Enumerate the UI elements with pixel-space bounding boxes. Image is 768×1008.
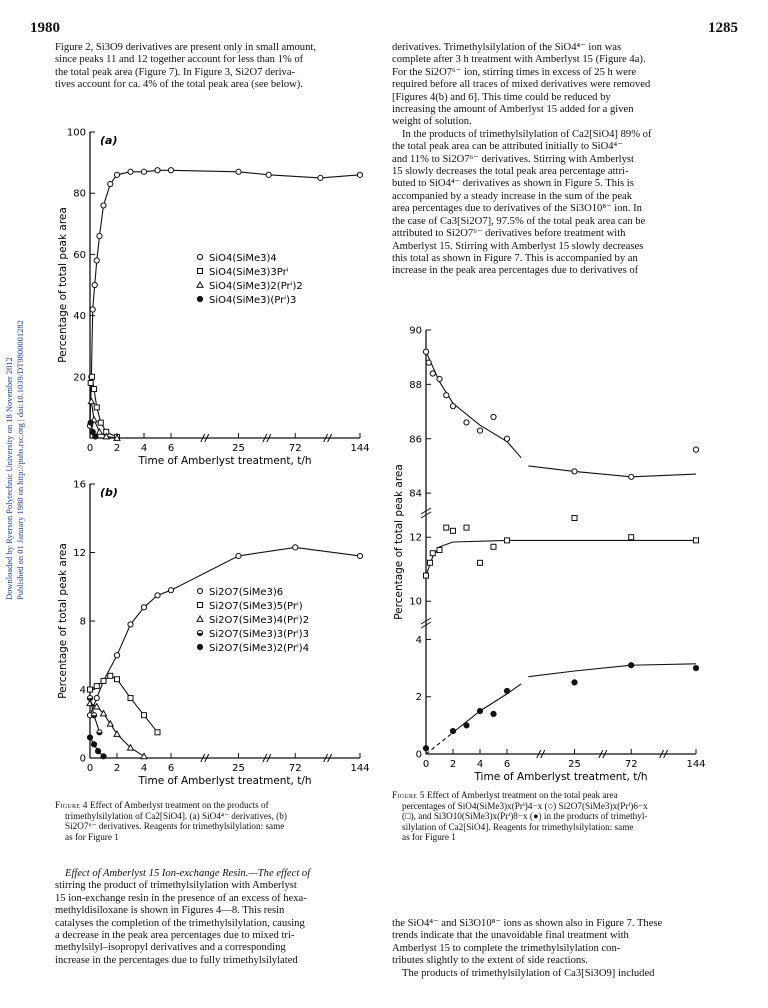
- data-point: [90, 374, 95, 379]
- data-point: [93, 434, 98, 439]
- legend-marker: [198, 603, 203, 608]
- text-line: accompanied by a steady increase in the sum of the peak: [392, 190, 633, 202]
- trend-line: [453, 684, 521, 733]
- data-point: [293, 545, 298, 550]
- text-line: trends indicate that the unavoidable final treatment with: [392, 930, 629, 942]
- y-tick-label: 88: [409, 379, 422, 391]
- x-tick-label: 2: [113, 443, 121, 454]
- text-line: 15 slowly decreases the total peak area percentage attri-: [392, 166, 629, 178]
- text-line: The products of trimethylsilylation of Ca3[Si3O9] included: [402, 967, 655, 979]
- x-tick-label: 4: [140, 443, 148, 454]
- text-line: the total peak area can be attributed initially to SiO4⁴⁻: [392, 141, 623, 153]
- text-line: increase in the percentages due to fully trimethylsilylated: [55, 954, 298, 966]
- data-point: [357, 172, 362, 177]
- left-bottom-paragraph: [55, 868, 377, 967]
- data-point: [423, 349, 428, 354]
- text-line: increase in the peak area percentages due to derivatives of: [392, 265, 639, 277]
- y-axis-label: Percentage of total peak area: [393, 464, 405, 620]
- text-line: area percentages due to derivatives of the Si3O10⁸⁻ ion. In: [392, 203, 642, 215]
- x-tick-label: 72: [288, 763, 302, 774]
- data-point: [629, 535, 634, 540]
- data-point: [101, 678, 106, 683]
- y-axis-label: Percentage of total peak area: [57, 543, 69, 699]
- legend-entry: SiO4(SiMe3)4: [209, 253, 277, 264]
- data-point: [478, 560, 483, 565]
- data-point: [94, 405, 99, 410]
- legend-marker: [197, 254, 202, 259]
- x-tick-label: 6: [503, 759, 511, 770]
- text-line: the total peak area (Figure 7). In Figure 3, Si2O7 deriva-: [55, 66, 296, 78]
- data-point: [101, 754, 106, 759]
- x-tick-label: 0: [86, 443, 94, 454]
- data-point: [572, 469, 577, 474]
- panel-label: (b): [100, 486, 118, 499]
- data-point: [114, 653, 119, 658]
- right-bottom-paragraph: [392, 918, 714, 980]
- data-point: [94, 258, 99, 263]
- text-line: catalyses the completion of the trimethylsilylation, causing: [55, 917, 305, 929]
- text-line: methyldisiloxane is shown in Figures 4—8. This resin: [55, 905, 285, 917]
- x-tick-label: 0: [86, 763, 94, 774]
- legend-entry: SiO4(SiMe3)2(Prⁱ)2: [209, 281, 303, 292]
- trend-line: [426, 352, 521, 458]
- caption-line: Si2O7⁶⁻ derivatives. Reagents for trimethylsilylation: same: [65, 821, 285, 832]
- data-point: [504, 436, 509, 441]
- data-point: [114, 731, 120, 736]
- data-point: [428, 560, 433, 565]
- trend-line: [426, 733, 453, 755]
- y-tick-label: 4: [79, 685, 86, 696]
- text-line: increasing the amount of Amberlyst 15 added for a given: [392, 104, 634, 116]
- figure-5-caption: [392, 790, 714, 843]
- data-point: [114, 172, 119, 177]
- data-point: [92, 282, 97, 287]
- y-tick-label: 16: [73, 479, 86, 491]
- y-tick-label: 84: [409, 488, 422, 500]
- data-point: [107, 721, 113, 726]
- caption-line: Effect of Amberlyst treatment on the products of: [90, 800, 269, 810]
- x-tick-label: 72: [624, 759, 638, 770]
- panel-label: (a): [100, 134, 118, 147]
- legend-entry: Si2O7(SiMe3)6: [209, 587, 284, 598]
- data-point: [88, 420, 93, 425]
- y-axis-label: Percentage of total peak area: [57, 207, 69, 363]
- data-point: [629, 663, 634, 668]
- y-tick-label: 90: [409, 325, 422, 337]
- data-point: [426, 360, 431, 365]
- figure-4b-chart: [50, 476, 380, 798]
- download-line[interactable]: Downloaded by Ryerson Polytechnic University on 18 November 2012: [4, 357, 14, 600]
- data-point: [94, 695, 99, 700]
- data-point: [168, 588, 173, 593]
- data-point: [629, 474, 634, 479]
- text-line: tributes slightly to the extent of side reactions.: [392, 955, 588, 967]
- x-tick-label: 72: [288, 443, 302, 454]
- data-point: [504, 688, 509, 693]
- y-tick-label: 10: [409, 596, 422, 608]
- data-point: [318, 175, 323, 180]
- figure-4a-chart: [50, 118, 380, 470]
- data-point: [88, 380, 93, 385]
- data-point: [693, 665, 698, 670]
- data-point: [437, 548, 442, 553]
- x-tick-label: 0: [422, 759, 430, 770]
- y-tick-label: 0: [415, 749, 422, 761]
- x-tick-label: 2: [113, 763, 121, 774]
- legend-entry: Si2O7(SiMe3)5(Prⁱ): [209, 601, 303, 612]
- x-axis-label: Time of Amberlyst treatment, t/h: [474, 771, 648, 782]
- data-point: [423, 746, 428, 751]
- x-axis-label: Time of Amberlyst treatment, t/h: [138, 455, 312, 467]
- text-line: 15 ion-exchange resin in the presence of an excess of hexa-: [55, 892, 307, 904]
- data-point: [155, 730, 160, 735]
- figure-4-caption: [55, 800, 377, 842]
- data-point: [88, 687, 93, 692]
- data-point: [90, 307, 95, 312]
- y-tick-label: 100: [66, 127, 86, 139]
- data-point: [491, 711, 496, 716]
- data-point: [450, 404, 455, 409]
- x-tick-label: 144: [686, 759, 706, 770]
- caption-label: Figure 4: [55, 800, 88, 810]
- data-point: [168, 168, 173, 173]
- caption-line: as for Figure 1: [65, 831, 119, 842]
- data-point: [572, 516, 577, 521]
- data-point: [451, 528, 456, 533]
- data-point: [266, 172, 271, 177]
- y-tick-label: 86: [409, 434, 422, 446]
- trend-line: [528, 466, 696, 477]
- data-point: [108, 181, 113, 186]
- text-line: Effect of Amberlyst 15 Ion-exchange Resin.—The effect of: [65, 868, 311, 879]
- legend-marker: [197, 588, 202, 593]
- text-line: methylsilyl–isopropyl derivatives and a corresponding: [55, 942, 286, 954]
- x-tick-label: 144: [350, 763, 370, 774]
- data-point: [464, 723, 469, 728]
- download-notice: [2, 120, 24, 600]
- data-point: [357, 553, 362, 558]
- text-line: the SiO4⁴⁻ and Si3O10⁸⁻ ions as shown also in Figure 7. These: [392, 918, 663, 929]
- data-point: [108, 673, 113, 678]
- data-point: [444, 393, 449, 398]
- y-tick-label: 40: [73, 311, 86, 323]
- legend-entry: Si2O7(SiMe3)3(Prⁱ)3: [209, 629, 310, 640]
- series-line: [90, 676, 158, 733]
- text-line: stirring the product of trimethylsilylation with Amberlyst: [55, 880, 297, 892]
- data-point: [155, 593, 160, 598]
- data-point: [142, 713, 147, 718]
- caption-line: (□), and Si3O10(SiMe3)x(Prⁱ)8−x (●) in the products of trimethyl-: [402, 811, 648, 822]
- caption-line: as for Figure 1: [402, 832, 456, 843]
- legend-marker: [198, 269, 203, 274]
- text-line: Figure 2, Si3O9 derivatives are present only in small amount,: [55, 42, 316, 53]
- text-line: since peaks 11 and 12 together account for less than 1% of: [55, 54, 304, 66]
- text-line: the case of Ca3[Si2O7], 97.5% of the total peak area can be: [392, 215, 646, 227]
- x-axis-label: Time of Amberlyst treatment, t/h: [138, 775, 312, 787]
- data-point: [92, 387, 97, 392]
- y-tick-label: 4: [415, 634, 422, 646]
- doi-line[interactable]: Published on 01 January 1980 on http://pubs.rsc.org | doi:10.1039/DT9800001282: [15, 320, 25, 600]
- legend-entry: SiO4(SiMe3)3Prⁱ: [209, 267, 289, 278]
- data-point: [141, 169, 146, 174]
- text-line: attributed to Si2O7⁶⁻ derivatives before treatment with: [392, 228, 626, 240]
- x-tick-label: 144: [350, 443, 370, 454]
- data-point: [91, 742, 96, 747]
- text-line: this total as shown in Figure 7. This is accompanied by an: [392, 252, 638, 264]
- x-tick-label: 25: [232, 443, 245, 454]
- legend-entry: SiO4(SiMe3)(Prⁱ)3: [209, 295, 297, 306]
- data-point: [491, 544, 496, 549]
- caption-line: silylation of Ca2[SiO4]. Reagents for trimethylsilylation: same: [402, 821, 634, 832]
- data-point: [491, 414, 496, 419]
- text-line: Amberlyst 15 to complete the trimethylsilylation con-: [392, 942, 621, 954]
- data-point: [128, 169, 133, 174]
- data-point: [236, 169, 241, 174]
- caption-line: percentages of SiO4(SiMe3)x(Prⁱ)4−x (○) Si2O7(SiMe3)x(Prⁱ)6−x: [402, 800, 648, 811]
- text-line: Amberlyst 15. Stirring with Amberlyst 15 slowly decreases: [392, 240, 644, 252]
- data-point: [424, 573, 429, 578]
- y-tick-label: 20: [73, 372, 86, 384]
- data-point: [128, 622, 133, 627]
- data-point: [464, 420, 469, 425]
- data-point: [572, 680, 577, 685]
- data-point: [94, 684, 99, 689]
- text-line: and 11% to Si2O7⁶⁻ derivatives. Stirring with Amberlyst: [392, 153, 634, 165]
- journal-year: 1980: [30, 20, 60, 36]
- legend-marker: [197, 644, 202, 649]
- text-line: [Figures 4(b) and 6]. This time could be reduced by: [392, 91, 611, 103]
- caption-line: trimethylsilylation of Ca2[SiO4]. (a) SiO4⁴⁻ derivatives, (b): [65, 810, 287, 821]
- caption-line: Effect of Amberlyst treatment on the total peak area: [427, 790, 618, 800]
- text-line: derivatives. Trimethylsilylation of the SiO4⁴⁻ ion was: [392, 42, 622, 53]
- data-point: [505, 538, 510, 543]
- data-point: [141, 605, 146, 610]
- legend-entry: Si2O7(SiMe3)2(Prⁱ)4: [209, 643, 310, 654]
- data-point: [694, 538, 699, 543]
- legend-entry: Si2O7(SiMe3)4(Prⁱ)2: [209, 615, 310, 626]
- left-top-paragraph: [55, 42, 377, 92]
- text-line: weight of solution.: [392, 116, 472, 128]
- right-top-paragraph: [392, 42, 714, 278]
- text-line: For the Si2O7⁶⁻ ion, stirring times in excess of 25 h were: [392, 66, 637, 78]
- data-point: [87, 735, 92, 740]
- text-line: buted to SiO4⁴⁻ derivatives as shown in Figure 5. This is: [392, 178, 634, 190]
- data-point: [437, 376, 442, 381]
- text-line: a decrease in the peak area percentages due to mixed tri-: [55, 930, 295, 942]
- x-tick-label: 25: [232, 763, 245, 774]
- x-tick-label: 2: [449, 759, 457, 770]
- text-line: In the products of trimethylsilylation of Ca2[SiO4] 89% of: [402, 128, 652, 140]
- legend-marker: [197, 296, 202, 301]
- data-point: [128, 696, 133, 701]
- legend-marker: [197, 282, 203, 287]
- y-tick-label: 2: [415, 692, 422, 704]
- legend-marker: [197, 616, 203, 621]
- text-line: tives account for ca. 4% of the total peak area (see below).: [55, 79, 303, 91]
- data-point: [236, 553, 241, 558]
- x-tick-label: 25: [568, 759, 581, 770]
- x-tick-label: 6: [167, 443, 175, 454]
- y-tick-label: 60: [73, 249, 86, 261]
- data-point: [115, 677, 120, 682]
- x-tick-label: 6: [167, 763, 175, 774]
- data-point: [101, 203, 106, 208]
- data-point: [88, 398, 94, 403]
- x-tick-label: 4: [140, 763, 148, 774]
- caption-label: Figure 5: [392, 790, 425, 800]
- y-tick-label: 0: [79, 753, 86, 765]
- y-tick-label: 12: [73, 548, 86, 559]
- page-number: 1285: [708, 20, 738, 36]
- trend-line: [528, 664, 696, 677]
- text-line: required before all traces of mixed derivatives were removed: [392, 79, 651, 91]
- y-tick-label: 8: [79, 616, 86, 628]
- data-point: [141, 753, 147, 758]
- data-point: [430, 551, 435, 556]
- data-point: [96, 749, 101, 754]
- x-tick-label: 4: [476, 759, 484, 770]
- data-point: [693, 447, 698, 452]
- data-point: [155, 168, 160, 173]
- trend-line: [426, 540, 696, 575]
- data-point: [96, 429, 102, 434]
- y-tick-label: 80: [73, 188, 86, 200]
- data-point: [450, 728, 455, 733]
- data-point: [464, 525, 469, 530]
- data-point: [444, 525, 449, 530]
- data-point: [477, 428, 482, 433]
- data-point: [97, 233, 102, 238]
- figure-5-chart: [390, 322, 720, 782]
- y-tick-label: 12: [409, 532, 422, 544]
- text-line: complete after 3 h treatment with Amberlyst 15 (Figure 4a).: [392, 54, 646, 66]
- data-point: [430, 371, 435, 376]
- data-point: [98, 420, 103, 425]
- data-point: [477, 708, 482, 713]
